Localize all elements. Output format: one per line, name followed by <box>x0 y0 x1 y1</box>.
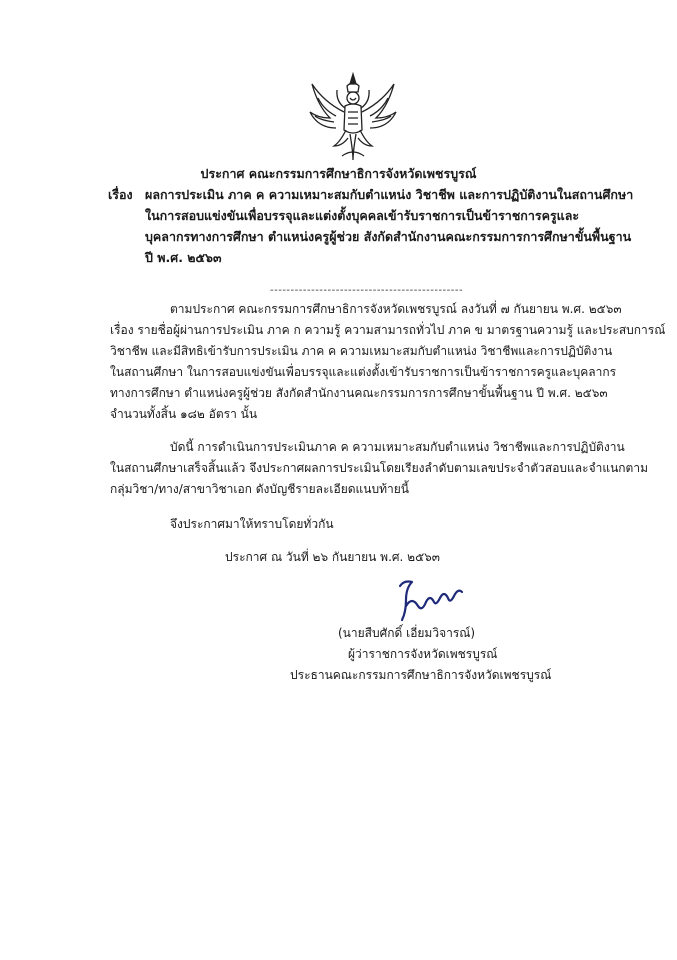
paragraph-line: ทางการศึกษา ตำแหน่งครูผู้ช่วย สังกัดสำนักงานคณะกรรมการการศึกษาขั้นพื้นฐาน ปี พ.ศ. ๒๕๖๓ <box>110 386 608 400</box>
announcement-date: ประกาศ ณ วันที่ ๒๖ กันยายน พ.ศ. ๒๕๖๓ <box>225 550 440 564</box>
signatory-position: ประธานคณะกรรมการศึกษาธิการจังหวัดเพชรบูรณ์ <box>290 668 552 682</box>
subject-line: ปี พ.ศ. ๒๕๖๓ <box>145 250 222 265</box>
paragraph-line: กลุ่มวิชา/ทาง/สาขาวิชาเอก ดังบัญชีรายละเอียดแนบท้ายนี้ <box>110 482 409 496</box>
paragraph-line: เรื่อง รายชื่อผู้ผ่านการประเมิน ภาค ก ความรู้ ความสามารถทั่วไป ภาค ข มาตรฐานความรู้ และประสบการณ์ <box>110 323 666 337</box>
signature-mark <box>392 576 470 624</box>
signatory-name: (นายสืบศักดิ์ เอี่ยมวิจารณ์) <box>338 626 476 640</box>
subject-line: บุคลากรทางการศึกษา ตำแหน่งครูผู้ช่วย สังกัดสำนักงานคณะกรรมการการศึกษาขั้นพื้นฐาน <box>145 229 632 244</box>
subject-line: ในการสอบแข่งขันเพื่อบรรจุและแต่งตั้งบุคคลเข้ารับราชการเป็นข้าราชการครูและ <box>145 208 580 223</box>
paragraph-line: ในสถานศึกษา ในการสอบแข่งขันเพื่อบรรจุและแต่งตั้งเข้ารับราชการเป็นข้าราชการครูและบุคลากร <box>110 365 617 379</box>
paragraph-line: ในสถานศึกษาเสร็จสิ้นแล้ว จึงประกาศผลการประเมินโดยเรียงลำดับตามเลขประจำตัวสอบและจำแนกตาม <box>110 461 648 475</box>
subject-label: เรื่อง <box>108 187 133 202</box>
closing-text: จึงประกาศมาให้ทราบโดยทั่วกัน <box>170 517 334 531</box>
subject-line: ผลการประเมิน ภาค ค ความเหมาะสมกับตำแหน่ง วิชาชีพ และการปฏิบัติงานในสถานศึกษา <box>145 187 634 202</box>
document-title: ประกาศ คณะกรรมการศึกษาธิการจังหวัดเพชรบูรณ์ <box>200 166 477 181</box>
signatory-position: ผู้ว่าราชการจังหวัดเพชรบูรณ์ <box>348 647 498 661</box>
paragraph-line: จำนวนทั้งสิ้น ๑๘๒ อัตรา นั้น <box>110 407 258 421</box>
paragraph-line: วิชาชีพ และมีสิทธิเข้ารับการประเมิน ภาค ค ความเหมาะสมกับตำแหน่ง วิชาชีพและการปฏิบัติงาน <box>110 344 613 358</box>
paragraph-line: ตามประกาศ คณะกรรมการศึกษาธิการจังหวัดเพชรบูรณ์ ลงวันที่ ๗ กันยายน พ.ศ. ๒๕๖๓ <box>170 302 622 316</box>
garuda-emblem-icon <box>306 72 400 164</box>
paragraph-line: บัดนี้ การดำเนินการประเมินภาค ค ความเหมาะสมกับตำแหน่ง วิชาชีพและการปฏิบัติงาน <box>170 440 625 454</box>
divider-line: ----------------------------------------------- <box>270 285 464 296</box>
